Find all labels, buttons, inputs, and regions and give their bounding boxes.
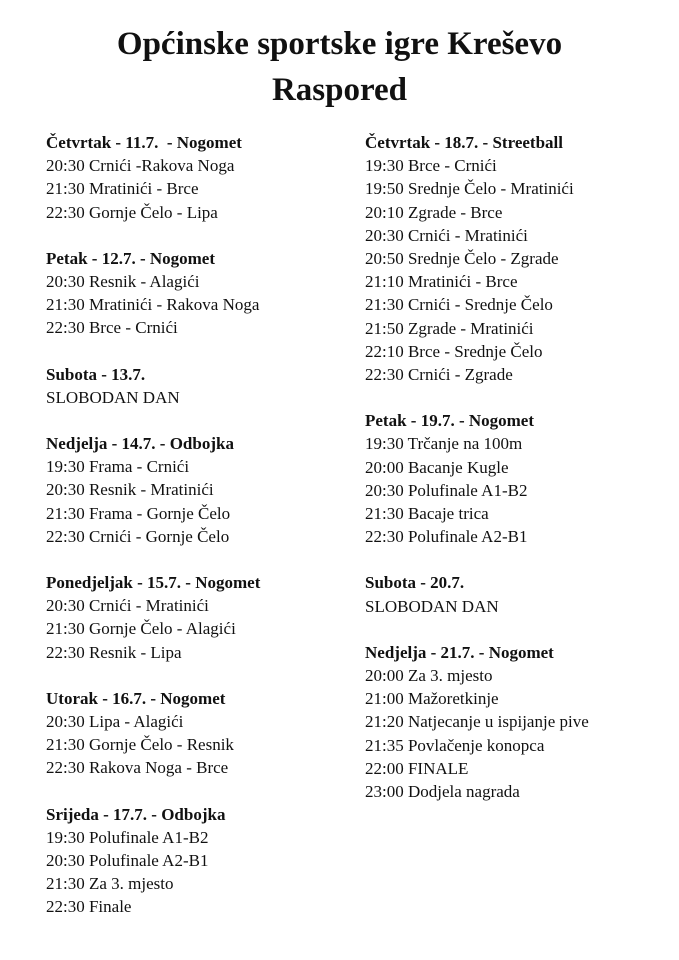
schedule-item: 21:30 Mratinići - Brce [46, 179, 199, 199]
schedule-item: 22:30 Polufinale A2-B1 [365, 527, 528, 547]
schedule-item: 21:50 Zgrade - Mratinići [365, 318, 534, 338]
day-block [46, 432, 346, 548]
schedule-item: 20:30 Crnići - Mratinići [365, 225, 528, 245]
day-heading: Subota - 13.7. [46, 364, 146, 384]
schedule-item: 21:30 Crnići - Srednje Čelo [365, 295, 553, 315]
schedule-item: 21:20 Natjecanje u ispijanje pive [365, 712, 589, 732]
schedule-item: 19:30 Brce - Crnići [365, 156, 497, 176]
schedule-item: 20:00 Za 3. mjesto [365, 666, 493, 686]
schedule-item: 22:30 Brce - Crnići [46, 318, 178, 338]
day-heading: Nedjelja - 21.7. - Nogomet [365, 642, 554, 662]
schedule-item: 23:00 Dodjela nagrada [365, 782, 520, 802]
day-heading: Ponedjeljak - 15.7. - Nogomet [46, 573, 261, 593]
schedule-item: 22:30 Resnik - Lipa [46, 642, 182, 662]
day-block [46, 687, 346, 780]
schedule-item: 22:30 Crnići - Gornje Čelo [46, 526, 230, 546]
schedule-item: 21:35 Povlačenje konopca [365, 735, 545, 755]
day-block [46, 131, 346, 224]
schedule-item: 19:30 Polufinale A1-B2 [46, 827, 209, 847]
schedule-item: 21:30 Bacaje trica [365, 504, 489, 524]
schedule-item: 22:30 Crnići - Zgrade [365, 365, 513, 385]
schedule-item: 19:50 Srednje Čelo - Mratinići [365, 179, 574, 199]
page-title: Općinske sportske igre Kreševo [116, 26, 563, 62]
right-column [365, 131, 675, 826]
schedule-item: 19:30 Frama - Crnići [46, 457, 190, 477]
day-heading: Četvrtak - 11.7. - Nogomet [46, 133, 242, 152]
schedule-item: 21:10 Mratinići - Brce [365, 272, 518, 292]
schedule-item: 20:50 Srednje Čelo - Zgrade [365, 249, 559, 269]
day-heading: Petak - 19.7. - Nogomet [365, 411, 535, 431]
day-heading: Četvrtak - 18.7. - Streetball [365, 133, 563, 152]
schedule-item: 21:30 Za 3. mjesto [46, 874, 174, 894]
day-block [365, 571, 675, 617]
schedule-item: 22:30 Finale [46, 897, 132, 917]
day-block [46, 571, 346, 664]
schedule-item: 22:30 Gornje Čelo - Lipa [46, 202, 218, 222]
schedule-item: 20:10 Zgrade - Brce [365, 202, 503, 222]
day-heading: Nedjelja - 14.7. - Odbojka [46, 434, 234, 454]
schedule-item: SLOBODAN DAN [365, 596, 499, 616]
day-block [46, 363, 346, 409]
schedule-item: 22:00 FINALE [365, 758, 469, 778]
schedule-item: 20:00 Bacanje Kugle [365, 457, 509, 477]
schedule-item: 21:30 Frama - Gornje Čelo [46, 503, 231, 523]
schedule-item: 20:30 Crnići -Rakova Noga [46, 156, 235, 176]
day-block [365, 641, 675, 803]
schedule-item: 22:30 Rakova Noga - Brce [46, 758, 229, 778]
schedule-item: 21:00 Mažoretkinje [365, 689, 499, 709]
schedule-item: 20:30 Polufinale A1-B2 [365, 480, 528, 500]
schedule-item: 20:30 Crnići - Mratinići [46, 596, 209, 616]
schedule-item: 21:30 Gornje Čelo - Alagići [46, 619, 236, 639]
day-block [46, 803, 346, 919]
schedule-item: 21:30 Mratinići - Rakova Noga [46, 295, 260, 315]
day-heading: Petak - 12.7. - Nogomet [46, 248, 216, 268]
schedule-item: 20:30 Polufinale A2-B1 [46, 851, 209, 871]
day-heading: Utorak - 16.7. - Nogomet [46, 688, 226, 708]
page-subtitle: Raspored [271, 72, 408, 108]
day-block [365, 131, 675, 386]
day-heading: Subota - 20.7. [365, 573, 465, 593]
schedule-item: 20:30 Lipa - Alagići [46, 712, 184, 732]
schedule-item: SLOBODAN DAN [46, 387, 180, 407]
schedule-item: 20:30 Resnik - Alagići [46, 272, 200, 292]
schedule-item: 21:30 Gornje Čelo - Resnik [46, 735, 234, 755]
schedule-item: 19:30 Trčanje na 100m [365, 434, 523, 454]
day-heading: Srijeda - 17.7. - Odbojka [46, 804, 226, 824]
schedule-item: 20:30 Resnik - Mratinići [46, 480, 214, 500]
day-block [46, 247, 346, 340]
day-block [365, 409, 675, 548]
schedule-item: 22:10 Brce - Srednje Čelo [365, 341, 543, 361]
left-column [46, 131, 346, 942]
